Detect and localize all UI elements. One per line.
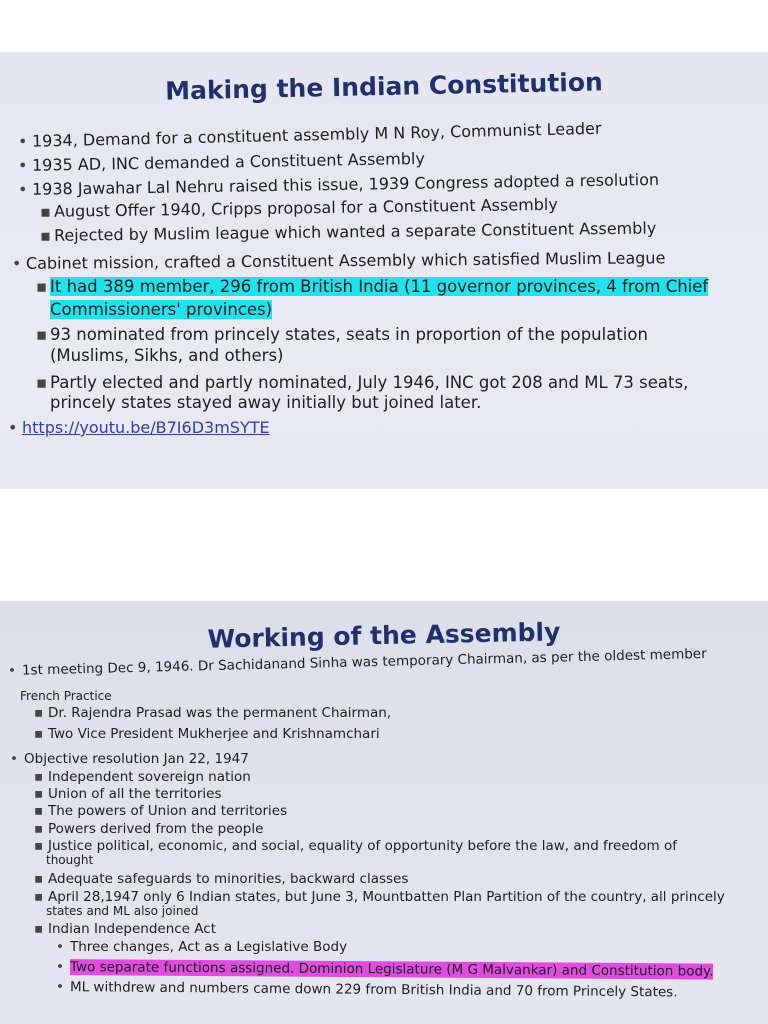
square-bullet-icon: ▪ [34, 838, 44, 854]
bullet-item: • Cabinet mission, crafted a Constituent Assembly which satisfied Muslim League [11, 248, 666, 273]
sub-sub-bullet-item: • Three changes, Act as a Legislative Body [56, 939, 348, 955]
bullet-dot-icon: • [17, 179, 28, 199]
sub-bullet-continuation: thought [46, 853, 94, 867]
slide-working-assembly [0, 601, 768, 1024]
square-bullet-icon: ▪ [34, 726, 44, 742]
sub-bullet-item: ▪ Union of all the territories [34, 786, 222, 802]
bullet-dot-icon: • [55, 959, 65, 976]
slide-making-constitution [0, 52, 768, 489]
sub-bullet-item: ▪ Partly elected and partly nominated, July 1946, INC got 208 and ML 73 seats, [36, 373, 689, 392]
sub-bullet-continuation: states and ML also joined [46, 904, 199, 918]
sub-bullet-item: ▪ Adequate safeguards to minorities, backward classes [34, 871, 409, 887]
sub-bullet-item: ▪ Indian Independence Act [34, 921, 216, 937]
sub-bullet-item: ▪ April 28,1947 only 6 Indian states, but June 3, Mountbatten Plan Partition of the country, all princely [34, 889, 725, 905]
sub-bullet-continuation: princely states stayed away initially but joined later. [50, 393, 482, 412]
sub-bullet-item: ▪ Justice political, economic, and social, equality of opportunity before the law, and freedom of [34, 838, 677, 854]
bullet-dot-icon: • [8, 418, 18, 437]
bullet-dot-icon: • [10, 751, 18, 767]
bullet-item: • 1935 AD, INC demanded a Constituent Assembly [17, 148, 425, 175]
bullet-dot-icon: • [11, 253, 22, 273]
square-bullet-icon: ▪ [39, 225, 51, 245]
square-bullet-icon: ▪ [36, 373, 48, 392]
youtube-link[interactable]: https://youtu.be/B7I6D3mSYTE [22, 418, 270, 437]
square-bullet-icon: ▪ [34, 821, 44, 837]
square-bullet-icon: ▪ [39, 201, 51, 221]
bullet-dot-icon: • [7, 662, 17, 679]
sub-bullet-item: ▪ Dr. Rajendra Prasad was the permanent Chairman, [34, 705, 392, 721]
square-bullet-icon: ▪ [34, 803, 44, 819]
sub-bullet-item: ▪ It had 389 member, 296 from British India (11 governor provinces, 4 from Chief [36, 277, 709, 296]
bullet-continuation: French Practice [20, 689, 112, 703]
sub-bullet-item: ▪ Powers derived from the people [34, 821, 264, 837]
square-bullet-icon: ▪ [34, 705, 44, 721]
sub-bullet-item: ▪ 93 nominated from princely states, seats in proportion of the population [36, 325, 648, 344]
bullet-item: • Objective resolution Jan 22, 1947 [10, 751, 249, 767]
bullet-dot-icon: • [55, 979, 65, 996]
bullet-dot-icon: • [17, 155, 28, 175]
bullet-dot-icon: • [17, 131, 28, 151]
slide-title: Making the Indian Constitution [164, 67, 604, 106]
bullet-item: • 1938 Jawahar Lal Nehru raised this issue, 1939 Congress adopted a resolution [17, 169, 660, 199]
sub-bullet-continuation: Commissioners' provinces) [50, 300, 273, 319]
square-bullet-icon: ▪ [36, 277, 48, 296]
square-bullet-icon: ▪ [34, 889, 44, 905]
sub-sub-bullet-item: • Two separate functions assigned. Dominion Legislature (M G Malvankar) and Constitution body. [55, 959, 714, 980]
square-bullet-icon: ▪ [36, 325, 48, 344]
square-bullet-icon: ▪ [34, 769, 44, 785]
square-bullet-icon: ▪ [34, 786, 44, 802]
sub-bullet-continuation: (Muslims, Sikhs, and others) [50, 346, 284, 365]
sub-bullet-item: ▪ The powers of Union and territories [34, 803, 288, 819]
sub-bullet-item: ▪ Independent sovereign nation [34, 769, 251, 785]
slide-title: Working of the Assembly [207, 617, 561, 654]
bullet-item: • 1st meeting Dec 9, 1946. Dr Sachidanand Sinha was temporary Chairman, as per the oldest member [7, 645, 707, 679]
square-bullet-icon: ▪ [34, 871, 44, 887]
sub-sub-bullet-item: • ML withdrew and numbers came down 229 from British India and 70 from Princely States. [55, 979, 678, 1001]
sub-bullet-item: ▪ Two Vice President Mukherjee and Krishnamchari [34, 726, 380, 742]
link-item[interactable] [8, 418, 270, 437]
sub-bullet-item: ▪ August Offer 1940, Cripps proposal for a Constituent Assembly [39, 194, 558, 221]
bullet-item: • 1934, Demand for a constituent assembly M N Roy, Communist Leader [17, 118, 602, 151]
sub-bullet-item: ▪ Rejected by Muslim league which wanted a separate Constituent Assembly [39, 218, 657, 245]
bullet-dot-icon: • [56, 939, 64, 955]
square-bullet-icon: ▪ [34, 921, 44, 937]
